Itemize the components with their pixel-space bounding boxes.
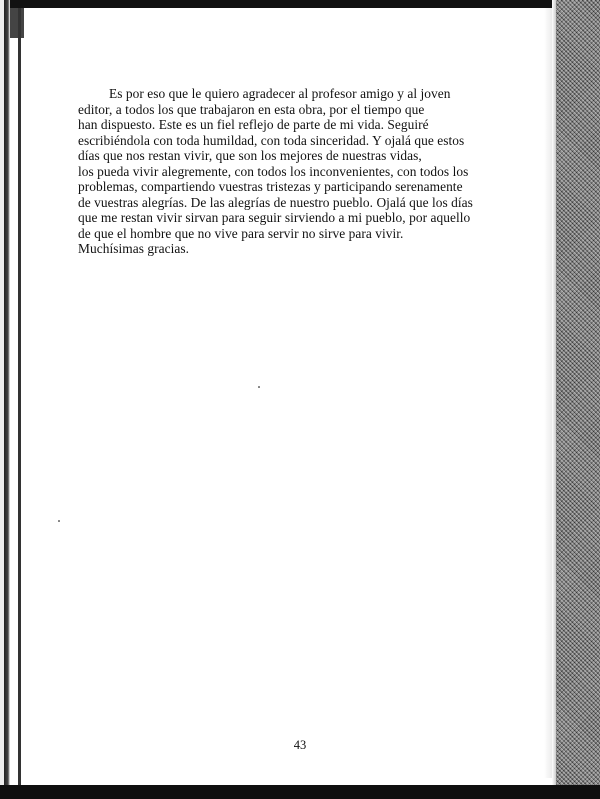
text-line: los pueda vivir alegremente, con todos los inconvenientes, con todos los (78, 163, 469, 179)
page-shadow (544, 8, 552, 778)
scan-speck (58, 520, 60, 522)
scan-speck (258, 386, 260, 388)
text-line: han dispuesto. Este es un fiel reflejo de parte de mi vida. Seguiré (78, 117, 429, 132)
scan-top-edge (0, 0, 560, 8)
text-line: de que el hombre que no vive para servir no sirve para vivir. (78, 225, 404, 241)
text-line: días que nos restan vivir, que son los mejores de nuestras vidas, (78, 148, 422, 163)
text-line: Muchísimas gracias. (78, 241, 190, 256)
text-line: que me restan vivir sirvan para seguir sirviendo a mi pueblo, por aquello (78, 210, 471, 225)
text-line: Es por eso que le quiero agradecer al profesor amigo y al joven (109, 86, 451, 101)
body-paragraph (78, 86, 518, 257)
text-line: problemas, compartiendo vuestras tristezas y participando serenamente (78, 179, 463, 194)
scan-right-noise (556, 0, 600, 799)
text-line: editor, a todos los que trabajaron en esta obra, por el tiempo que (78, 101, 425, 117)
text-line: escribiéndola con toda humildad, con toda sinceridad. Y ojalá que estos (78, 132, 465, 148)
scan-left-binding (10, 8, 24, 38)
scan-bottom-edge (0, 785, 600, 799)
text-line: de vuestras alegrías. De las alegrías de nuestro pueblo. Ojalá que los días (78, 194, 473, 210)
page-number: 43 (293, 738, 307, 752)
scan-left-spine (18, 8, 21, 788)
scan-left-edge (0, 0, 10, 799)
